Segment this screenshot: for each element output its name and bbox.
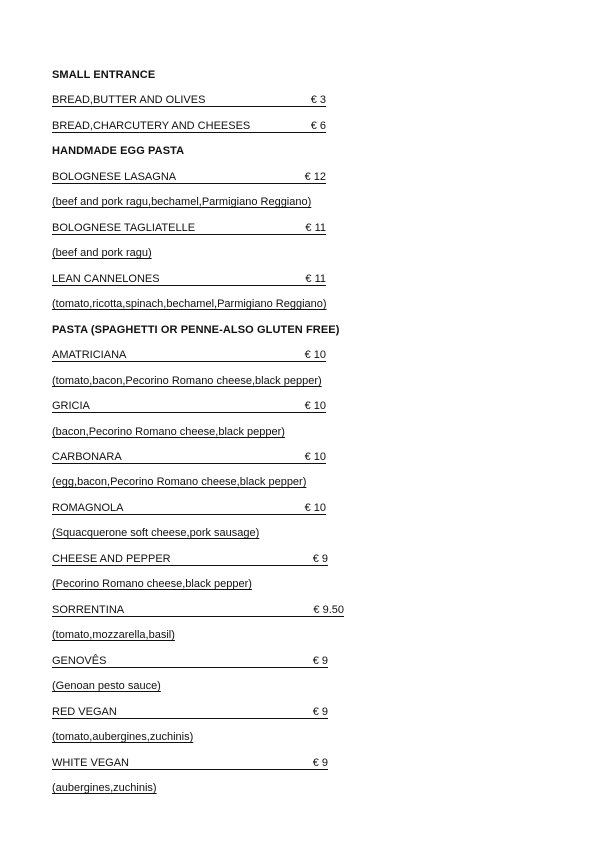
item-description: (aubergines,zuchinis) xyxy=(52,782,157,794)
item-price: € 9 xyxy=(312,706,328,718)
item-description: (tomato,bacon,Pecorino Romano cheese,black pepper) xyxy=(52,375,322,387)
item-name: CARBONARA xyxy=(52,451,122,463)
item-price: € 10 xyxy=(304,502,326,514)
item-description: (tomato,aubergines,zuchinis) xyxy=(52,731,194,743)
item-name: GRICIA xyxy=(52,400,90,412)
item-description: (tomato,mozzarella,basil) xyxy=(52,629,175,641)
menu-item xyxy=(52,221,326,235)
item-name: SORRENTINA xyxy=(52,604,125,616)
menu-item xyxy=(52,399,326,413)
item-price: € 9 xyxy=(312,757,328,769)
menu-item xyxy=(52,170,326,184)
item-description: (tomato,ricotta,spinach,bechamel,Parmigiano Reggiano) xyxy=(52,298,327,310)
item-name: BOLOGNESE TAGLIATELLE xyxy=(52,222,196,234)
item-price: € 11 xyxy=(305,273,326,285)
menu-item xyxy=(52,501,326,515)
item-name: RED VEGAN xyxy=(52,706,117,718)
item-price: € 11 xyxy=(305,222,326,234)
item-price: € 3 xyxy=(310,94,326,106)
item-price: € 10 xyxy=(304,451,326,463)
item-name: WHITE VEGAN xyxy=(52,757,130,769)
menu-item xyxy=(52,705,328,719)
item-description: (Squacquerone soft cheese,pork sausage) xyxy=(52,527,260,539)
item-price: € 9 xyxy=(312,655,328,667)
section-heading-small-entrance: SMALL ENTRANCE xyxy=(52,69,156,81)
menu-item xyxy=(52,93,326,107)
item-description: (Genoan pesto sauce) xyxy=(52,680,161,692)
item-name: BREAD,CHARCUTERY AND CHEESES xyxy=(52,120,251,132)
item-price: € 10 xyxy=(304,400,326,412)
menu-item xyxy=(52,119,326,133)
item-description: (egg,bacon,Pecorino Romano cheese,black pepper) xyxy=(52,476,307,488)
menu-item xyxy=(52,348,326,362)
section-heading-pasta: PASTA (SPAGHETTI OR PENNE-ALSO GLUTEN FREE) xyxy=(52,324,340,336)
menu-item xyxy=(52,450,326,464)
menu-item xyxy=(52,756,328,770)
item-name: GENOVÊS xyxy=(52,655,107,667)
item-description: (beef and pork ragu) xyxy=(52,247,152,259)
item-name: ROMAGNOLA xyxy=(52,502,124,514)
item-description: (beef and pork ragu,bechamel,Parmigiano Reggiano) xyxy=(52,196,312,208)
item-price: € 10 xyxy=(304,349,326,361)
item-description: (bacon,Pecorino Romano cheese,black pepper) xyxy=(52,426,285,438)
section-heading-handmade-egg-pasta: HANDMADE EGG PASTA xyxy=(52,145,185,157)
item-name: BREAD,BUTTER AND OLIVES xyxy=(52,94,206,106)
item-name: LEAN CANNELONES xyxy=(52,273,160,285)
item-name: BOLOGNESE LASAGNA xyxy=(52,171,177,183)
menu-item xyxy=(52,603,344,617)
item-price: € 9 xyxy=(312,553,328,565)
item-price: € 6 xyxy=(310,120,326,132)
menu-item xyxy=(52,654,328,668)
item-name: AMATRICIANA xyxy=(52,349,127,361)
item-name: CHEESE AND PEPPER xyxy=(52,553,171,565)
item-price: € 12 xyxy=(304,171,326,183)
menu-item xyxy=(52,552,328,566)
menu-item xyxy=(52,272,326,286)
item-price: € 9.50 xyxy=(313,604,344,616)
item-description: (Pecorino Romano cheese,black pepper) xyxy=(52,578,252,590)
